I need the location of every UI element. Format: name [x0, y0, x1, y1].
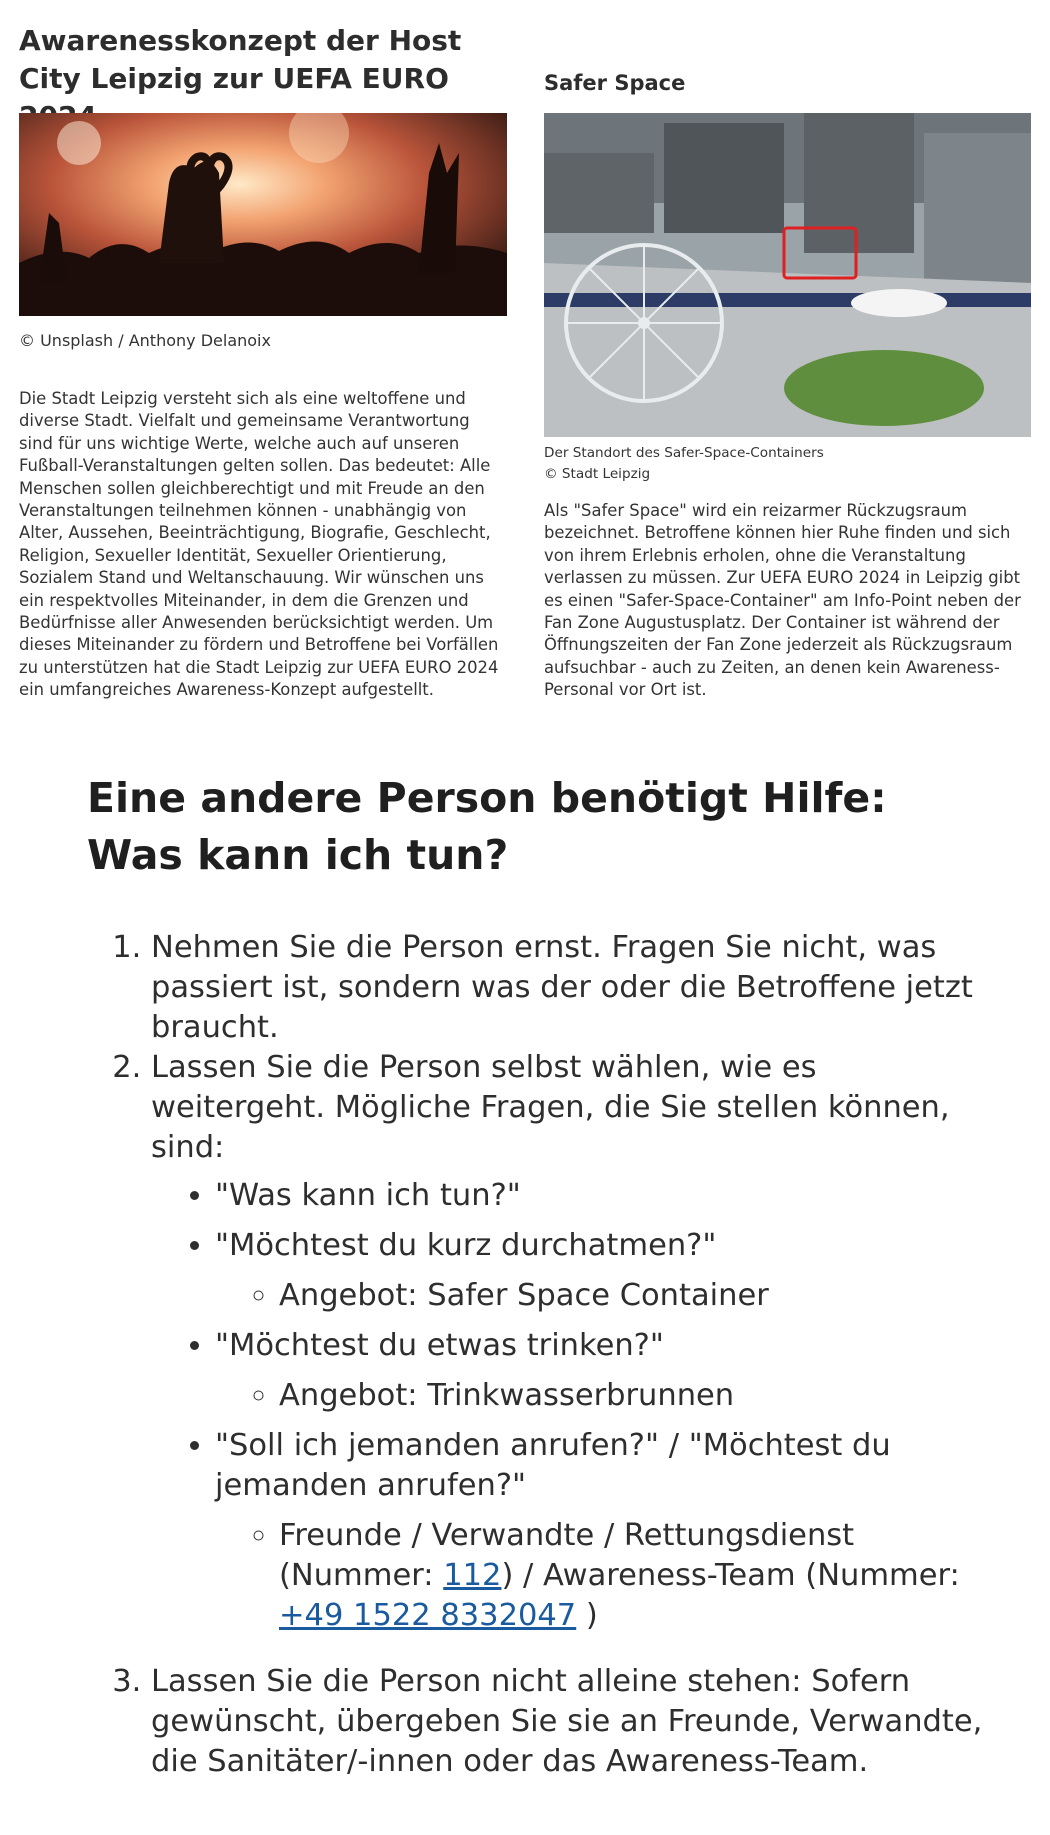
step-3: 3. Lassen Sie die Person nicht alleine stehen: Sofern gewünscht, übergeben Sie sie an Freunde, Verwandte, die Sanitäter/-innen oder das Awareness-Team. — [151, 1662, 987, 1782]
safer-space-map-image — [544, 113, 1031, 437]
offer-safer-space: ◦ Angebot: Safer Space Container — [279, 1276, 987, 1316]
offer-water: ◦ Angebot: Trinkwasserbrunnen — [279, 1376, 987, 1416]
question-4: • "Soll ich jemanden anrufen?" / "Möchtest du jemanden anrufen?" ◦ Freunde / Verwandte / Rettungsdienst (Nummer: 112) / Awareness-Team (Nummer: +49 1522 8332047 ) — [215, 1426, 987, 1636]
concert-photo — [19, 113, 507, 316]
step-2: 2. Lassen Sie die Person selbst wählen, wie es weitergeht. Mögliche Fragen, die Sie stellen können, sind: • "Was kann ich tun?" • "Möchtest du kurz durchatmen?" ◦ Angebot: Safer Space Container • "Möchtest du etwas trinken?" ◦ Angebot: Trinkwasserbrunnen • "Soll ich jemanden anrufen?" / "Möchtest du jemanden anrufen?" ◦ Freunde / Verwandte / Rettungsdienst (Nummer: 112) / Awareness-Team (Nummer: +49 1522 8332047 ) — [151, 1048, 987, 1636]
question-1: • "Was kann ich tun?" — [215, 1176, 987, 1216]
map-caption-line1: Der Standort des Safer-Space-Containers — [544, 445, 824, 461]
image-caption: © Unsplash / Anthony Delanoix — [19, 331, 271, 350]
safer-space-paragraph: Als "Safer Space" wird ein reizarmer Rückzugsraum bezeichnet. Betroffene können hier Ruhe finden und sich von ihrem Erlebnis erholen, ohne die Veranstaltung verlassen zu müssen. Zur UEFA EURO 2024 in Leipzig gibt es einen "Safer-Space-Container" am Info-Point neben der Fan Zone Augustusplatz. Der Container ist während der Öffnungszeiten der Fan Zone jederzeit als Rückzugsraum aufsuchbar - auch zu Zeiten, an denen kein Awareness-Personal vor Ort ist. — [544, 501, 1021, 700]
offer-contacts: ◦ Freunde / Verwandte / Rettungsdienst (Nummer: 112) / Awareness-Team (Nummer: +49 1522 8332047 ) — [279, 1516, 987, 1636]
safer-space-heading: Safer Space — [544, 71, 686, 95]
awareness-team-phone-link[interactable]: +49 1522 8332047 — [279, 1598, 577, 1633]
help-steps-list — [87, 928, 987, 1782]
intro-paragraph: Die Stadt Leipzig versteht sich als eine weltoffene und diverse Stadt. Vielfalt und gemeinsame Verantwortung sind für uns wichtige Werte, welche auch auf unseren Fußball-Veranstaltungen gelten sollen. Das bedeutet: Alle Menschen sollen gleichberechtigt und mit Freude an den Veranstaltungen teilnehmen können - unabhängig von Alter, Aussehen, Beeinträchtigung, Biografie, Geschlecht, Religion, Sexueller Identität, Sexueller Orientierung, Sozialem Stand und Weltanschauung. Wir wünschen uns ein respektvolles Miteinander, in dem die Grenzen und Bedürfnisse aller Anwesenden berücksichtigt werden. Um dieses Miteinander zu fördern und Betroffene bei Vorfällen zu unterstützen hat die Stadt Leipzig zur UEFA EURO 2024 ein umfangreiches Awareness-Konzept aufgestellt. — [19, 389, 499, 700]
help-section — [87, 770, 987, 1782]
page-title: Awarenesskonzept der Host City Leipzig zur UEFA EURO — [19, 24, 462, 95]
questions-list — [151, 1176, 987, 1636]
question-3: • "Möchtest du etwas trinken?" ◦ Angebot: Trinkwasserbrunnen — [215, 1326, 987, 1416]
question-2: • "Möchtest du kurz durchatmen?" ◦ Angebot: Safer Space Container — [215, 1226, 987, 1316]
map-caption-line2: © Stadt Leipzig — [544, 466, 651, 482]
step-1: 1. Nehmen Sie die Person ernst. Fragen Sie nicht, was passiert ist, sondern was der oder die Betroffene jetzt braucht. — [151, 928, 987, 1048]
help-heading: Eine andere Person benötigt Hilfe: Was kann ich tun? — [87, 774, 887, 879]
emergency-number-link[interactable]: 112 — [443, 1558, 502, 1593]
map-caption — [544, 443, 824, 485]
